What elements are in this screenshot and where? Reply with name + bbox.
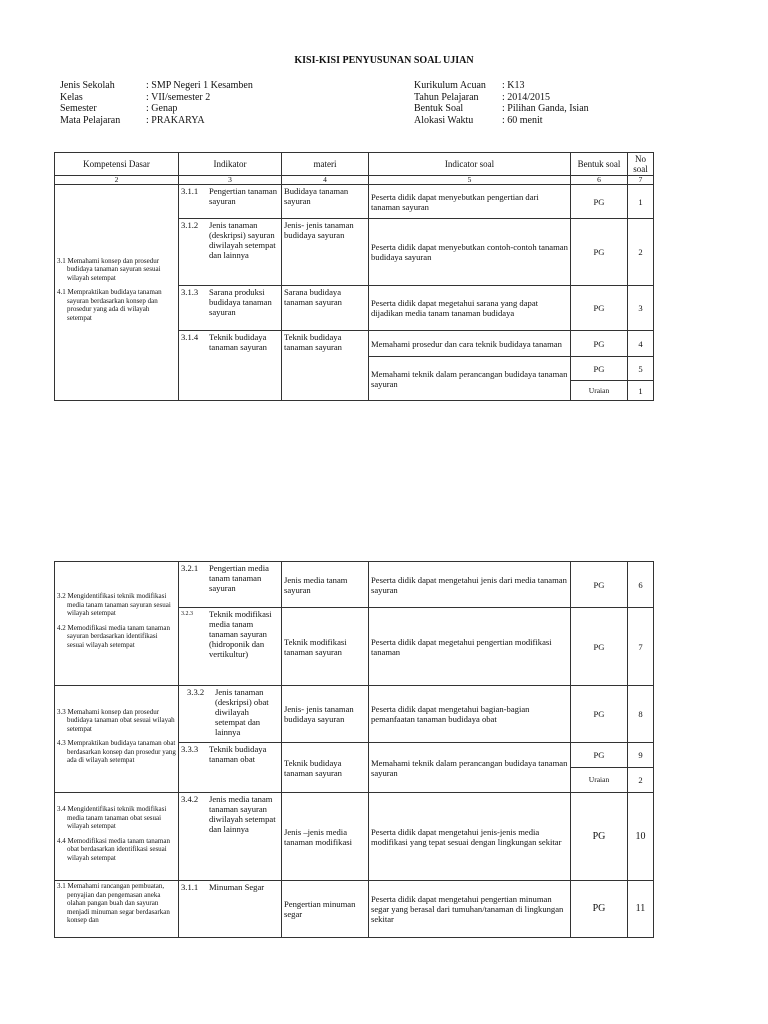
- indikator-soal-cell: Peserta didik dapat mengetahui bagian-bagian pemanfaatan tanaman budidaya obat: [369, 686, 571, 743]
- no-soal-cell: 2: [628, 219, 654, 286]
- bentuk-soal-cell: PG: [571, 286, 628, 331]
- table-row: [55, 686, 654, 743]
- no-soal-cell: 6: [628, 562, 654, 608]
- info-label: Kelas: [60, 91, 83, 103]
- info-value: : Genap: [146, 103, 178, 114]
- no-soal-cell: 7: [628, 608, 654, 686]
- indikator-soal-cell: Peserta didik dapat megetahui sarana yang dapat dijadikan media tanam tanaman budidaya: [369, 286, 571, 331]
- materi-cell: Jenis- jenis tanaman budidaya sayuran: [282, 219, 369, 286]
- info-label: Tahun Pelajaran: [414, 91, 479, 103]
- bentuk-soal-cell: PG: [571, 219, 628, 286]
- col-number: 4: [282, 176, 369, 185]
- indikator-number: 3.3.3: [181, 744, 199, 754]
- kd-text: 4.3 Mempraktikan budidaya tanaman obat berdasarkan konsep dan prosedur yang ada di wilayah setempat: [57, 739, 176, 764]
- indikator-soal-cell: Memahami teknik dalam perancangan budidaya tanaman sayuran: [369, 743, 571, 793]
- indikator-number: 3.1.1: [181, 186, 199, 196]
- info-value: : PRAKARYA: [146, 114, 205, 126]
- kd-text: 4.4 Memodifikasi media tanam tanaman obat berdasarkan identifikasi sesuai wilayah setempat: [57, 836, 170, 862]
- materi-cell: Teknik budidaya tanaman sayuran: [282, 743, 369, 793]
- materi-cell: Teknik modifikasi tanaman sayuran: [282, 608, 369, 686]
- header-indikator: Indikator: [179, 153, 282, 176]
- no-soal-cell: 1: [628, 185, 654, 219]
- kompetensi-dasar-cell: [55, 793, 179, 881]
- info-value: : Pilihan Ganda, Isian: [502, 103, 589, 114]
- indikator-cell: [179, 793, 282, 881]
- indikator-soal-cell: Peserta didik dapat menyebutkan contoh-contoh tanaman budidaya sayuran: [369, 219, 571, 286]
- indikator-cell: [179, 286, 282, 331]
- no-soal-cell: 9: [628, 743, 654, 768]
- indikator-soal-cell: Peserta didik dapat megetahui pengertian modifikasi tanaman: [369, 608, 571, 686]
- bentuk-soal-cell: PG: [571, 881, 628, 938]
- info-label: Mata Pelajaran: [60, 114, 121, 126]
- kd-text: 4.2 Memodifikasi media tanam tanaman sayuran berdasarkan identifikasi sesuai wilayah setempat: [57, 623, 170, 649]
- kd-text: 3.1 Memahami konsep dan prosedur budidaya tanaman sayuran sesuai wilayah setempat: [57, 256, 161, 282]
- indikator-soal-cell: Peserta didik dapat mengetahui jenis dari media tanaman sayuran: [369, 562, 571, 608]
- indikator-cell: [179, 608, 282, 686]
- indikator-text: Pengertian media tanam tanaman sayuran: [209, 563, 269, 593]
- indikator-text: Jenis tanaman (deskripsi) obat diwilayah setempat dan lainnya: [215, 687, 269, 737]
- indikator-text: Jenis media tanam tanaman sayuran diwilayah setempat dan lainnya: [209, 794, 276, 834]
- bentuk-soal-cell: PG: [571, 686, 628, 743]
- indikator-text: Minuman Segar: [209, 882, 265, 892]
- bentuk-soal-cell: PG: [571, 185, 628, 219]
- bentuk-soal-cell: PG: [571, 608, 628, 686]
- no-soal-cell: 1: [628, 381, 654, 401]
- col-number: 5: [369, 176, 571, 185]
- materi-cell: Budidaya tanaman sayuran: [282, 185, 369, 219]
- no-soal-cell: 10: [628, 793, 654, 881]
- no-soal-cell: 8: [628, 686, 654, 743]
- info-value: : SMP Negeri 1 Kesamben: [146, 80, 253, 91]
- header-materi: materi: [282, 153, 369, 176]
- no-soal-cell: 3: [628, 286, 654, 331]
- indikator-soal-cell: Memahami prosedur dan cara teknik budidaya tanaman: [369, 331, 571, 357]
- table-header-row: [55, 153, 654, 176]
- kd-text: 3.3 Memahami konsep dan prosedur budidaya tanaman obat sesuai wilayah setempat: [57, 707, 175, 733]
- no-soal-cell: 2: [628, 768, 654, 793]
- indikator-text: Teknik budidaya tanaman obat: [209, 744, 267, 764]
- indikator-text: Teknik budidaya tanaman sayuran: [209, 332, 267, 352]
- col-number: 7: [628, 176, 654, 185]
- info-value: : VII/semester 2: [146, 91, 211, 103]
- indikator-cell: [179, 219, 282, 286]
- info-value: : 60 menit: [502, 114, 543, 126]
- table-row: [55, 562, 654, 608]
- indikator-soal-cell: Memahami teknik dalam perancangan budidaya tanaman sayuran: [369, 357, 571, 401]
- info-label: Kurikulum Acuan: [414, 80, 486, 91]
- info-label: Jenis Sekolah: [60, 80, 115, 91]
- indikator-number: 3.1.3: [181, 287, 199, 297]
- header-bentuk-soal: Bentuk soal: [571, 153, 628, 176]
- kompetensi-dasar-cell: [55, 562, 179, 686]
- table-row: [55, 185, 654, 219]
- materi-cell: Jenis media tanam sayuran: [282, 562, 369, 608]
- info-value: : K13: [502, 80, 525, 91]
- materi-cell: Jenis- jenis tanaman budidaya sayuran: [282, 686, 369, 743]
- indikator-number: 3.2.3: [181, 611, 193, 617]
- bentuk-soal-cell: PG: [571, 743, 628, 768]
- indikator-number: 3.2.1: [181, 563, 199, 573]
- kd-text: 4.1 Mempraktikan budidaya tanaman sayuran berdasarkan konsep dan prosedur yang ada di wilayah setempat: [57, 288, 162, 322]
- info-label: Semester: [60, 103, 97, 114]
- info-right: [414, 80, 589, 126]
- indikator-number: 3.1.2: [181, 220, 199, 230]
- indikator-cell: [179, 185, 282, 219]
- indikator-soal-cell: Peserta didik dapat mengetahui jenis-jenis media modifikasi yang tepat sesuai dengan lingkungan sekitar: [369, 793, 571, 881]
- indikator-number: 3.1.1: [181, 882, 199, 892]
- indikator-cell: [179, 881, 282, 938]
- no-soal-cell: 5: [628, 357, 654, 381]
- bentuk-soal-cell: Uraian: [571, 381, 628, 401]
- kd-text: 3.1 Memahami rancangan pembuatan, penyajian dan pengemasan aneka olahan pangan buah dan sayuran menjadi minuman segar berdasarkan konsep dan: [57, 882, 170, 924]
- materi-cell: Sarana budidaya tanaman sayuran: [282, 286, 369, 331]
- kompetensi-dasar-cell: [55, 881, 179, 938]
- indikator-text: Pengertian tanaman sayuran: [209, 186, 278, 206]
- bentuk-soal-cell: Uraian: [571, 768, 628, 793]
- kisi-table-2: [54, 561, 654, 938]
- kd-text: 3.4 Mengidentifikasi teknik modifikasi media tanam tanaman obat sesuai wilayah setempat: [57, 805, 167, 830]
- info-left: [60, 80, 253, 126]
- kompetensi-dasar-cell: [55, 686, 179, 793]
- indikator-cell: [179, 686, 282, 743]
- bentuk-soal-cell: PG: [571, 357, 628, 381]
- col-number: 3: [179, 176, 282, 185]
- info-value: : 2014/2015: [502, 91, 551, 103]
- document-title: KISI-KISI PENYUSUNAN SOAL UJIAN: [294, 55, 474, 66]
- indikator-cell: [179, 743, 282, 793]
- info-label: Bentuk Soal: [414, 103, 464, 114]
- indikator-text: Teknik modifikasi media tanam tanaman sayuran (hidroponik dan vertikultur): [209, 609, 272, 659]
- bentuk-soal-cell: PG: [571, 793, 628, 881]
- indikator-text: Sarana produksi budidaya tanaman sayuran: [209, 287, 272, 317]
- indikator-number: 3.1.4: [181, 332, 199, 342]
- indikator-text: Jenis tanaman (deskripsi) sayuran diwilayah setempat dan lainnya: [209, 220, 276, 260]
- col-number: 2: [55, 176, 179, 185]
- indikator-soal-cell: Peserta didik dapat mengetahui pengertian minuman segar yang berasal dari tumuhan/tanaman di lingkungan sekitar: [369, 881, 571, 938]
- table-row: [55, 793, 654, 881]
- kd-text: 3.2 Mengidentifikasi teknik modifikasi media tanam tanaman sayuran sesuai wilayah setempat: [57, 592, 171, 617]
- indikator-cell: [179, 562, 282, 608]
- indikator-soal-cell: Peserta didik dapat menyebutkan pengertian dari tanaman sayuran: [369, 185, 571, 219]
- bentuk-soal-cell: PG: [571, 562, 628, 608]
- materi-cell: Jenis –jenis media tanaman modifikasi: [282, 793, 369, 881]
- indikator-number: 3.3.2: [187, 687, 205, 697]
- header-indikator-soal: Indicator soal: [369, 153, 571, 176]
- kompetensi-dasar-cell: [55, 185, 179, 401]
- header-no-soal: No soal: [628, 153, 654, 176]
- column-number-row: [55, 176, 654, 185]
- no-soal-cell: 4: [628, 331, 654, 357]
- indikator-number: 3.4.2: [181, 794, 199, 804]
- indikator-cell: [179, 331, 282, 401]
- col-number: 6: [571, 176, 628, 185]
- info-label: Alokasi Waktu: [414, 114, 474, 126]
- bentuk-soal-cell: PG: [571, 331, 628, 357]
- header-kompetensi-dasar: Kompetensi Dasar: [55, 153, 179, 176]
- table-row: [55, 881, 654, 938]
- materi-cell: Teknik budidaya tanaman sayuran: [282, 331, 369, 401]
- kisi-table-1: [54, 152, 654, 401]
- no-soal-cell: 11: [628, 881, 654, 938]
- materi-cell: Pengertian minuman segar: [282, 881, 369, 938]
